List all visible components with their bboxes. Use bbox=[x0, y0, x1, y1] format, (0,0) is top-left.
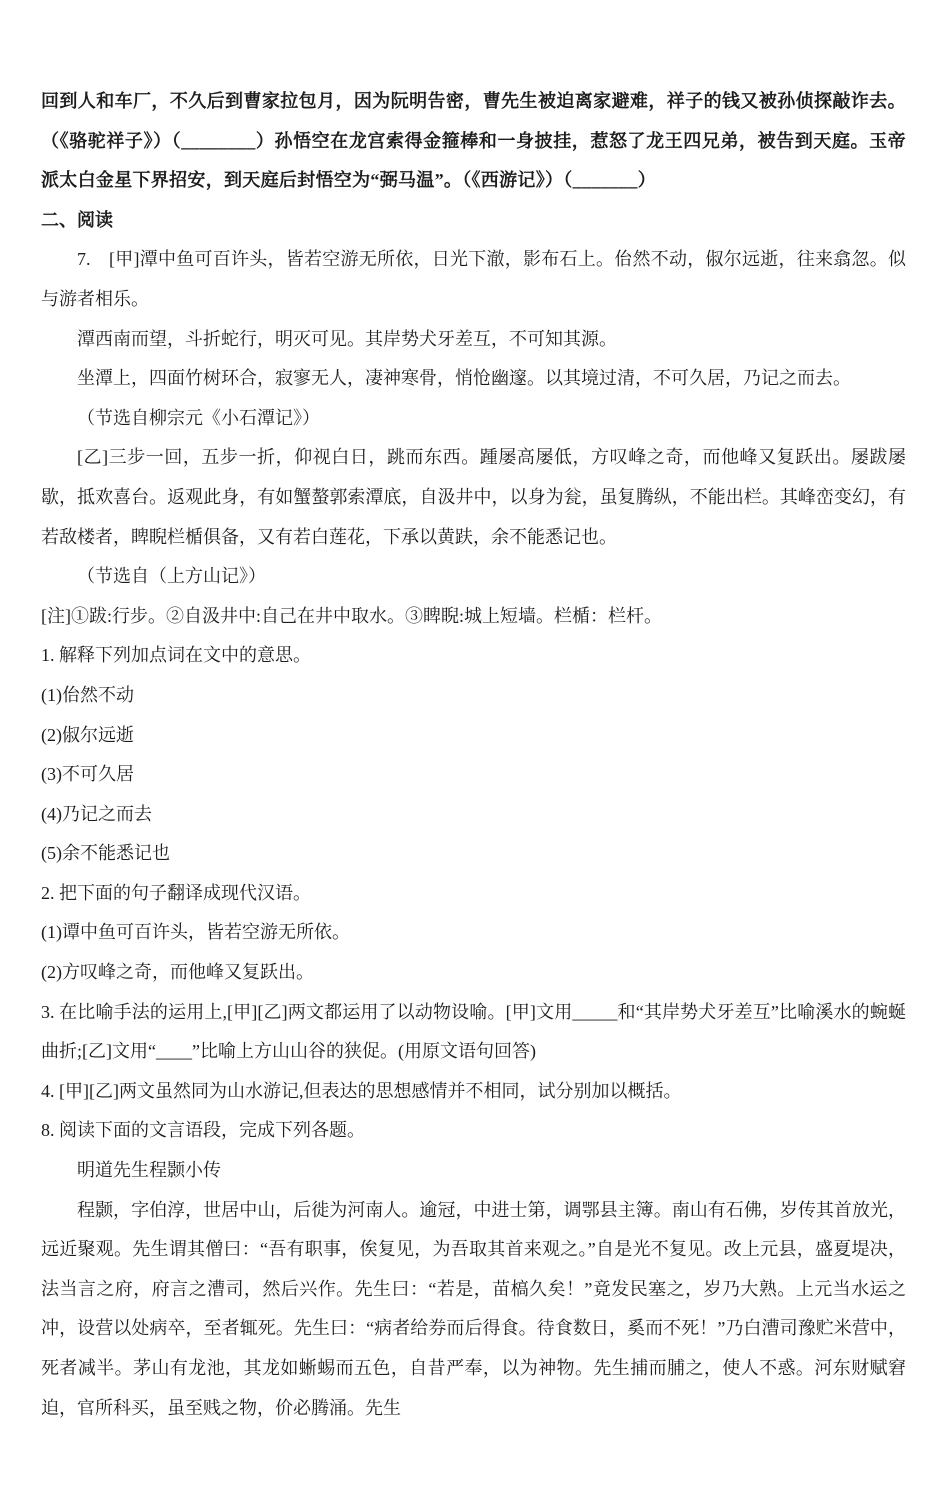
q7-sub1-item-2: (2)俶尔远逝 bbox=[41, 724, 134, 745]
q7-sub1-stem: 1. 解释下列加点词在文中的意思。 bbox=[41, 645, 311, 666]
q7-sub1-item-3: (3)不可久居 bbox=[41, 764, 134, 785]
q7-annotations: [注]①跋:行步。②自汲井中:自己在井中取水。③睥睨:城上短墙。栏楯：栏杆。 bbox=[41, 605, 662, 626]
novels-recap-paragraph: 回到人和车厂，不久后到曹家拉包月，因为阮明告密，曹先生被迫离家避难，祥子的钱又被孙侦探敲诈去。（《骆驼祥子》）（________）孙悟空在龙宫索得金箍棒和一身披挂，惹怒了龙王四兄弟，被告到天庭。玉帝派太白金星下界招安，到天庭后封悟空为“弼马温”。（《西游记》）（_______） bbox=[41, 91, 906, 191]
q7-passage-jia-line-1: 7. [甲]潭中鱼可百许头，皆若空游无所依，日光下澈，影布石上。佁然不动，俶尔远逝，往来翕忽。似与游者相乐。 bbox=[41, 249, 906, 309]
q7-sub2-item-1: (1)谭中鱼可百许头，皆若空游无所依。 bbox=[41, 922, 350, 943]
section-heading-reading: 二、阅读 bbox=[41, 209, 113, 230]
q7-passage-yi-body: [乙]三步一回，五步一折，仰视白日，跳而东西。踵屡高屡低，方叹峰之奇，而他峰又复跃出。屡跋屡歇，抵欢喜台。返观此身，有如蟹螯郭索潭底，自汲井中，以身为瓮，虽复腾纵，不能出栏。其峰峦变幻，有若敌楼者，睥睨栏楯俱备，又有若白莲花，下承以黄趺，余不能悉记也。 bbox=[41, 447, 906, 547]
q7-passage-jia-line-2: 潭西南而望，斗折蛇行，明灭可见。其岸势犬牙差互，不可知其源。 bbox=[77, 328, 617, 349]
q7-sub2-item-2: (2)方叹峰之奇，而他峰又复跃出。 bbox=[41, 962, 314, 983]
q8-stem: 8. 阅读下面的文言语段，完成下列各题。 bbox=[41, 1120, 365, 1141]
q7-passage-jia-line-3: 坐潭上，四面竹树环合，寂寥无人，凄神寒骨，悄怆幽邃。以其境过清，不可久居，乃记之而去。 bbox=[77, 368, 851, 389]
q7-sub2-stem: 2. 把下面的句子翻译成现代汉语。 bbox=[41, 882, 311, 903]
q7-sub1-item-4: (4)乃记之而去 bbox=[41, 803, 152, 824]
q7-sub1-item-5: (5)余不能悉记也 bbox=[41, 843, 170, 864]
q8-passage-title: 明道先生程颢小传 bbox=[77, 1160, 221, 1181]
q7-sub3-stem: 3. 在比喻手法的运用上,[甲][乙]两文都运用了以动物设喻。[甲]文用_____和“其岸势犬牙差互”比喻溪水的蜿蜒曲折;[乙]文用“____”比喻上方山山谷的狭促。(用原文语句回答) bbox=[41, 1001, 906, 1062]
q7-passage-jia-source: （节选自柳宗元《小石潭记》） bbox=[77, 407, 320, 428]
q7-passage-yi-source: （节选自（上方山记》） bbox=[77, 566, 266, 587]
q7-sub1-item-1: (1)佁然不动 bbox=[41, 684, 134, 705]
q7-sub4-stem: 4. [甲][乙]两文虽然同为山水游记,但表达的思想感情并不相同，试分别加以概括。 bbox=[41, 1080, 682, 1101]
q8-passage-body: 程颢，字伯淳，世居中山，后徙为河南人。逾冠，中进士第，调鄂县主簿。南山有石佛，岁传其首放光，远近聚观。先生谓其僧曰：“吾有职事，俟复见，为吾取其首来观之。”自是光不复见。改上元县，盛夏堤决，法当言之府，府言之漕司，然后兴作。先生曰：“若是，苗槁久矣！”竟发民塞之，岁乃大熟。上元当水运之冲，设营以处病卒，至者辄死。先生曰：“病者给券而后得食。待食数日，奚而不死！”乃白漕司豫贮米营中，死者减半。茅山有龙池，其龙如蜥蜴而五色，自昔严奉，以为神物。先生捕而脯之，使人不惑。河东财赋窘迫，官所科买，虽至贱之物，价必腾涌。先生 bbox=[41, 1199, 906, 1418]
